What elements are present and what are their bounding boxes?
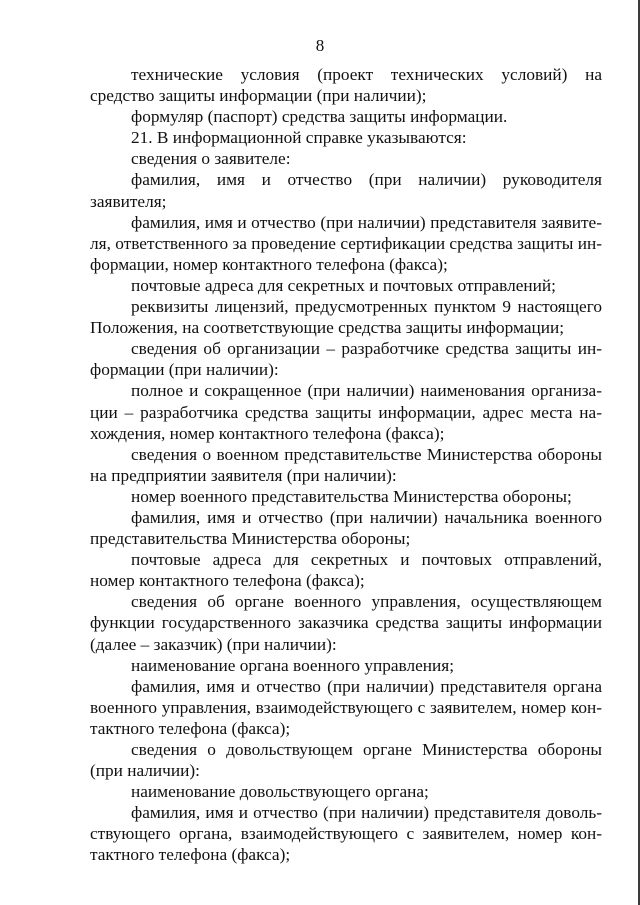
paragraph: номер военного представительства Министерства обороны; bbox=[131, 486, 572, 506]
page-number: 8 bbox=[315, 36, 325, 55]
paragraph: сведения о довольствующем органе Министерства обороны (при наличии): bbox=[90, 740, 602, 781]
paragraph: формуляр (паспорт) средства защиты информации. bbox=[131, 107, 508, 127]
paragraph: фамилия, имя и отчество (при наличии) представителя органа военного управления, взаимодействующего с заявителем, номер контактного телефона (факса); bbox=[90, 676, 602, 738]
document-body bbox=[90, 64, 602, 866]
paragraph: сведения об органе военного управления, осуществляющем функции государственного заказчика средства защиты информации (далее – заказчик) (при наличии): bbox=[90, 592, 602, 654]
paragraph: сведения об организации – разработчике средства защиты информации (при наличии): bbox=[90, 339, 602, 380]
paragraph: почтовые адреса для секретных и почтовых отправлений; bbox=[131, 275, 556, 295]
paragraph: почтовые адреса для секретных и почтовых отправлений, номер контактного телефона (факса); bbox=[90, 550, 602, 591]
paragraph: сведения о военном представительстве Министерства обороны на предприятии заявителя (при наличии): bbox=[90, 444, 602, 485]
paragraph: 21. В информационной справке указываются: bbox=[131, 128, 467, 148]
paragraph: полное и сокращенное (при наличии) наименования организации – разработчика средства защиты информации, адрес места нахождения, номер контактного телефона (факса); bbox=[90, 381, 602, 443]
paragraph: технические условия (проект технических условий) на средство защиты информации (при наличии); bbox=[90, 65, 602, 106]
paragraph: реквизиты лицензий, предусмотренных пунктом 9 настоящего Положения, на соответствующие средства защиты информации; bbox=[90, 297, 602, 338]
paragraph: фамилия, имя и отчество (при наличии) начальника военного представительства Министерства обороны; bbox=[90, 507, 602, 549]
paragraph: сведения о заявителе: bbox=[131, 149, 291, 169]
paragraph: наименование довольствующего органа; bbox=[131, 782, 429, 802]
paragraph: фамилия, имя и отчество (при наличии) руководителя заявителя; bbox=[90, 170, 602, 211]
paragraph: фамилия, имя и отчество (при наличии) представителя довольствующего органа, взаимодействующего с заявителем, номер контактного телефона (факса); bbox=[90, 803, 602, 865]
paragraph: фамилия, имя и отчество (при наличии) представителя заявителя, ответственного за проведение сертификации средства защиты информации, номер контактного телефона (факса); bbox=[90, 212, 602, 274]
paragraph: наименование органа военного управления; bbox=[131, 655, 455, 675]
